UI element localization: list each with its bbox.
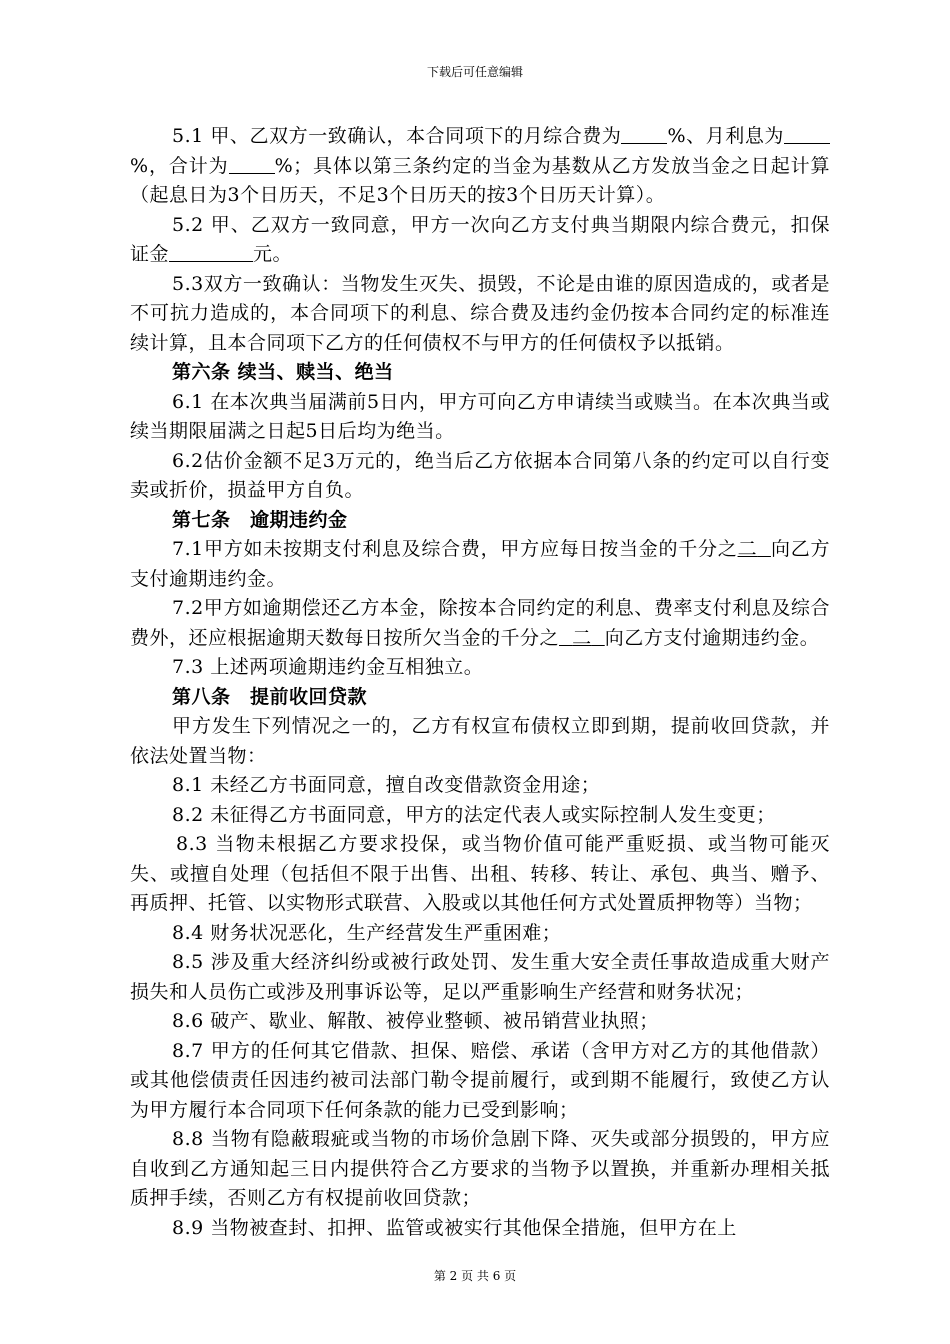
- clause-7-2: [130, 594, 830, 653]
- clause-5-2: [130, 211, 830, 270]
- document-body: [130, 122, 830, 1243]
- clause-8-2: 8.2 未征得乙方书面同意，甲方的法定代表人或实际控制人发生变更；: [172, 803, 776, 826]
- clause-8-5: 8.5 涉及重大经济纠纷或被行政处罚、发生重大安全责任事故造成重大财产损失和人员伤亡或涉及刑事诉讼等，足以严重影响生产经营和财务状况；: [130, 951, 830, 1003]
- clause-6-1: 6.1 在本次典当届满前5日内，甲方可向乙方申请续当或赎当。在本次典当或续当期限届满之日起5日后均为绝当。: [130, 390, 830, 442]
- page-header: 下载后可任意编辑: [426, 65, 523, 79]
- clause-5-1-a: 5.1 甲、乙双方一致确认，本合同项下的月综合费为: [172, 125, 622, 147]
- clause-7-2-a: 7.2甲方如逾期偿还乙方本金，除按本合同约定的利息、费率支付利息及综合费外，还应根据逾期天数每日按所欠当金的千分之: [130, 597, 830, 649]
- clause-5-1-d: %；具体以第三条约定的当金为基数从乙方发放当金之日起计算（起息日为3个日历天，不足3个日历天的按3个日历天计算）。: [130, 154, 830, 206]
- clause-7-1-a: 7.1甲方如未按期支付利息及综合费，甲方应每日按当金的千分之: [172, 538, 738, 560]
- clause-8-9: 8.9 当物被查封、扣押、监管或被实行其他保全措施，但甲方在上: [172, 1216, 737, 1239]
- article-7-title: 第七条 逾期违约金: [172, 508, 348, 531]
- blank-deposit: [169, 242, 253, 262]
- clause-8-1: 8.1 未经乙方书面同意，擅自改变借款资金用途；: [172, 774, 601, 796]
- clause-5-2-b: 元。: [253, 243, 293, 265]
- article-8-intro: 甲方发生下列情况之一的，乙方有权宣布债权立即到期，提前收回贷款，并依法处置当物：: [130, 715, 830, 767]
- clause-5-3: 5.3双方一致确认：当物发生灭失、损毁，不论是由谁的原因造成的，或者是不可抗力造成的，本合同项下的利息、综合费及违约金仍按本合同约定的标准连续计算，且本合同项下乙方的任何债权不与甲方的任何债权予以抵销。: [130, 272, 830, 354]
- clause-5-1-c: %，合计为: [130, 154, 229, 177]
- clause-7-1-fill: 二: [737, 538, 758, 560]
- clause-5-1-b: %、月利息为: [667, 125, 784, 147]
- clause-8-4: 8.4 财务状况恶化，生产经营发生严重困难；: [172, 921, 562, 944]
- clause-7-3: 7.3 上述两项逾期违约金互相独立。: [172, 656, 484, 678]
- blank-fee-rate: [621, 124, 667, 144]
- clause-8-3: 8.3 当物未根据乙方要求投保，或当物价值可能严重贬损、或当物可能灭失、或擅自处理（包括但不限于出售、出租、转移、转让、承包、典当、赠予、再质押、托管、以实物形式联营、入股或以其他任何方式处置质押物等）当物；: [130, 833, 830, 914]
- clause-7-1: [130, 535, 830, 594]
- clause-7-2-fill-space-r: [592, 627, 605, 649]
- clause-8-7: 8.7 甲方的任何其它借款、担保、赔偿、承诺（含甲方对乙方的其他借款）或其他偿债责任因违约被司法部门勒令提前履行，或到期不能履行，致使乙方认为甲方履行本合同项下任何条款的能力已受到影响；: [130, 1039, 830, 1121]
- blank-interest-rate: [784, 124, 830, 144]
- page-footer: 第 2 页 共 6 页: [433, 1269, 517, 1283]
- clause-7-1-b: 向乙方支付逾期违约金。: [130, 538, 830, 590]
- clause-5-1: [130, 122, 830, 211]
- article-8-title: 第八条 提前收回贷款: [172, 685, 368, 708]
- clause-8-8: 8.8 当物有隐蔽瑕疵或当物的市场价急剧下降、灭失或部分损毁的，甲方应自收到乙方通知起三日内提供符合乙方要求的当物予以置换，并重新办理相关抵质押手续，否则乙方有权提前收回贷款；: [130, 1128, 830, 1209]
- clause-5-2-a: 5.2 甲、乙双方一致同意，甲方一次向乙方支付典当期限内综合费元，扣保证金: [130, 213, 830, 265]
- clause-6-2: 6.2估价金额不足3万元的，绝当后乙方依据本合同第八条的约定可以自行变卖或折价，损益甲方自负。: [130, 449, 830, 501]
- blank-total-rate: [229, 154, 275, 174]
- article-6-title: 第六条 续当、赎当、绝当: [172, 361, 394, 383]
- clause-7-2-fill: 二: [572, 626, 592, 649]
- clause-7-2-b: 向乙方支付逾期违约金。: [604, 626, 820, 649]
- clause-7-1-fill-space: [757, 538, 771, 560]
- clause-8-6: 8.6 破产、歇业、解散、被停业整顿、被吊销营业执照；: [172, 1010, 659, 1032]
- clause-7-2-fill-space-l: [559, 627, 572, 649]
